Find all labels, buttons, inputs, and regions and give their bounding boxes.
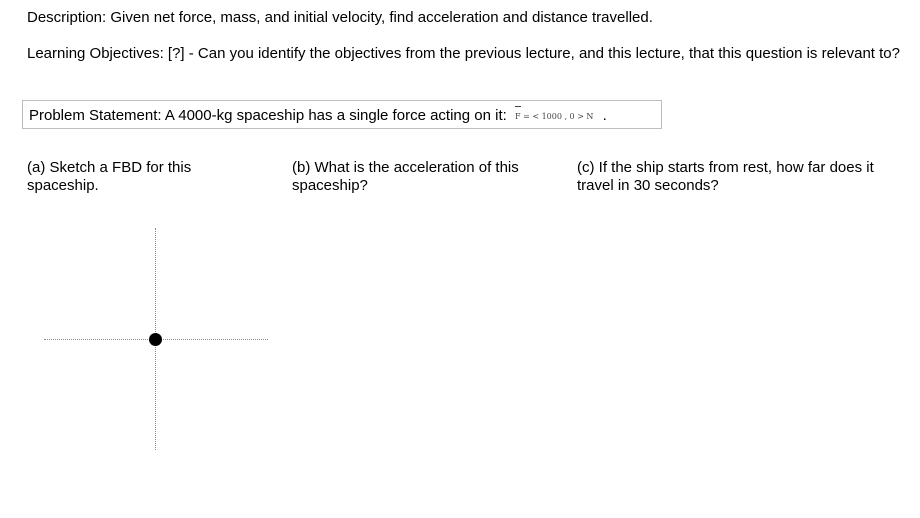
description-label: Description: [27,9,107,26]
force-vector-symbol: F [515,108,521,126]
description-text: Given net force, mass, and initial velocity, find acceleration and distance travelled. [110,9,653,26]
force-vector-value: = < 1000 , 0 > N [520,112,594,121]
part-c-question: (c) If the ship starts from rest, how far does it travel in 30 seconds? [577,159,874,194]
problem-period: . [602,107,607,124]
problem-label: Problem Statement: [29,107,162,124]
part-a-question: (a) Sketch a FBD for this spaceship. [27,159,192,194]
objectives-text: [?] - Can you identify the objectives from the previous lecture, and this lecture, that this question is relevant to? [167,45,900,62]
part-b-question: (b) What is the acceleration of this spaceship? [292,159,519,194]
learning-objectives [27,45,912,63]
free-body-diagram [40,228,272,454]
spaceship-dot [149,333,162,346]
force-formula [515,112,593,121]
description [27,9,907,27]
problem-text: A 4000-kg spaceship has a single force acting on it: [164,107,507,124]
objectives-label: Learning Objectives: [27,45,164,62]
problem-statement-box [22,100,662,129]
